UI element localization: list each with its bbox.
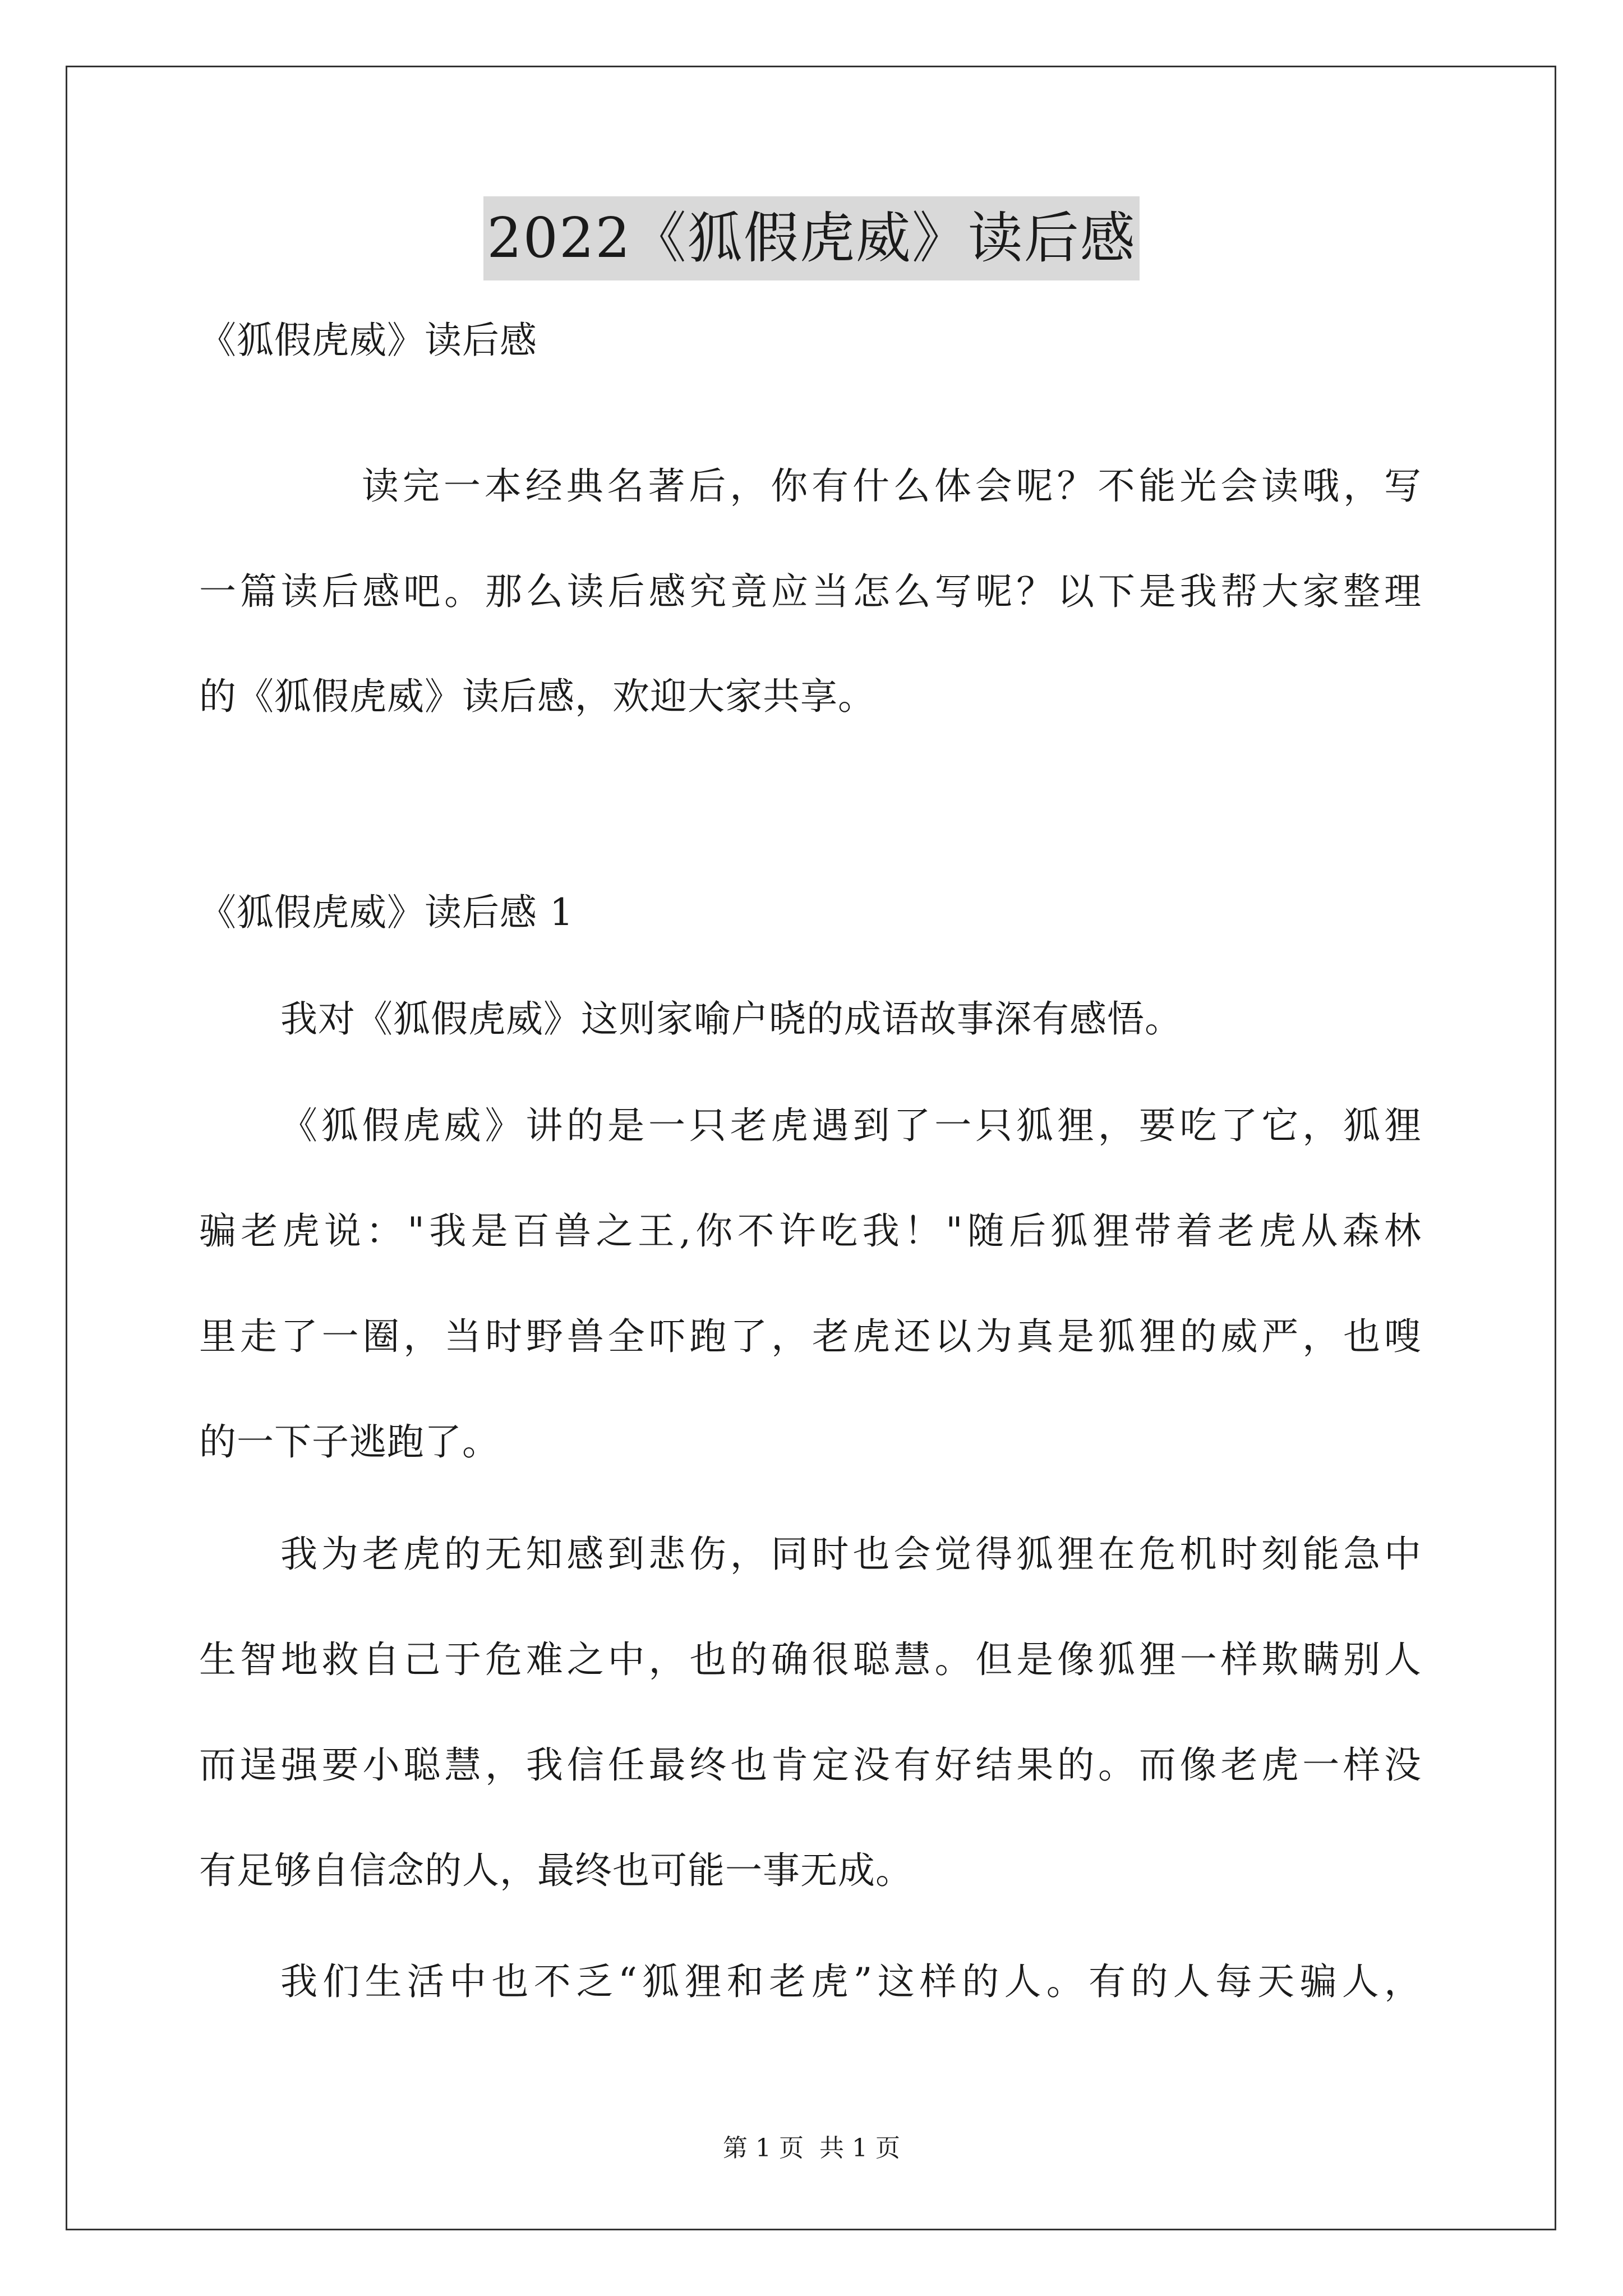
paragraph-3-line-1: 我为老虎的无知感到悲伤，同时也会觉得狐狸在危机时刻能急中 [280,1533,1422,1576]
paragraph-4-line-1: 我们生活中也不乏“狐狸和老虎”这样的人。有的人每天骗人， [280,1960,1422,2003]
title-wrap [0,196,1623,280]
paragraph-2-line-2: 骗老虎说："我是百兽之王,你不许吃我！"随后狐狸带着老虎从森林 [199,1209,1422,1253]
paragraph-2-line-1: 《狐假虎威》讲的是一只老虎遇到了一只狐狸，要吃了它，狐狸 [280,1104,1422,1147]
intro-line-2: 一篇读后感吧。那么读后感究竟应当怎么写呢？以下是我帮大家整理 [199,570,1422,613]
intro-line-1: 读完一本经典名著后，你有什么体会呢？不能光会读哦，写 [362,464,1422,508]
paragraph-3-line-3: 而逞强要小聪慧，我信任最终也肯定没有好结果的。而像老虎一样没 [199,1743,1422,1787]
page-number: 第 1 页 [723,2134,804,2162]
document-title: 2022《狐假虎威》读后感 [483,196,1139,280]
page-footer [0,2132,1623,2165]
paragraph-3-line-2: 生智地救自己于危难之中，也的确很聪慧。但是像狐狸一样欺瞒别人 [199,1638,1422,1681]
paragraph-1: 我对《狐假虎威》这则家喻户晓的成语故事深有感悟。 [280,997,1182,1041]
intro-line-3: 的《狐假虎威》读后感，欢迎大家共享。 [199,675,875,718]
paragraph-2-line-3: 里走了一圈，当时野兽全吓跑了，老虎还以为真是狐狸的威严，也嗖 [199,1315,1422,1358]
paragraph-2-line-4: 的一下子逃跑了。 [199,1420,500,1464]
page-total: 共 1 页 [819,2134,900,2162]
paragraph-3-line-4: 有足够自信念的人，最终也可能一事无成。 [199,1849,913,1892]
subtitle: 《狐假虎威》读后感 [199,319,537,362]
section-heading: 《狐假虎威》读后感 1 [199,891,574,934]
